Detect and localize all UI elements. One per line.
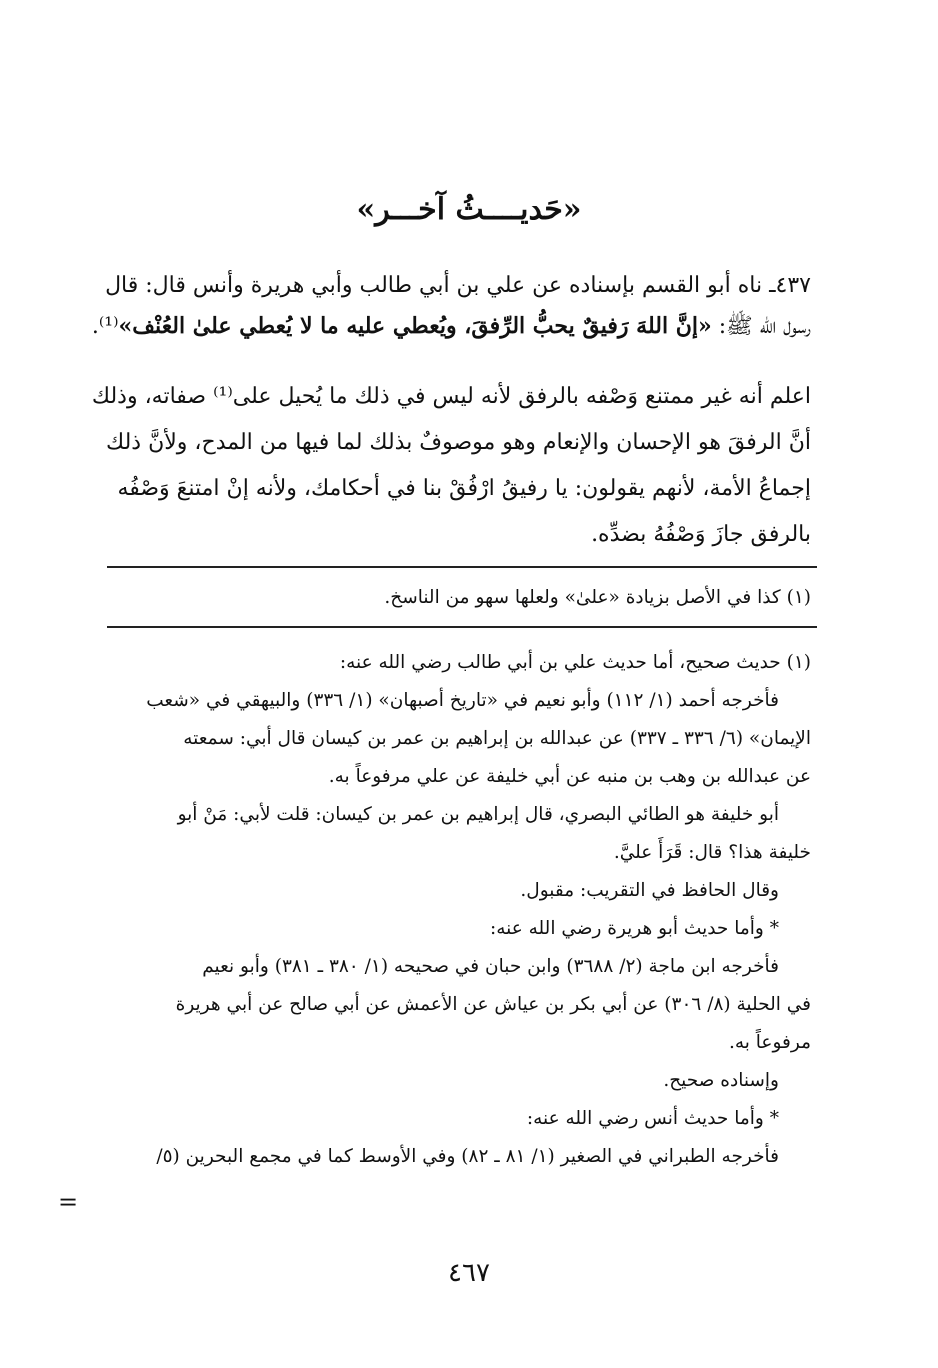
page-number: ٤٦٧ — [448, 1258, 490, 1288]
original-footnote: (١) كذا في الأصل بزيادة «علىٰ» ولعلها سهو من الناسخ. — [384, 587, 811, 608]
footnote-line: وقال الحافظ في التقريب: مقبول. — [520, 880, 779, 901]
footnote-line: في الحلية (٨/ ٣٠٦) عن أبي بكر بن عياش عن الأعمش عن أبي صالح عن أبي هريرة — [175, 994, 811, 1015]
footnote-line: خليفة هذا؟ قال: قَرَأَ عليَّ. — [613, 842, 811, 863]
hadith-quote: «إنَّ اللهَ رَفيقٌ يحبُّ الرِّفقَ، ويُعطي عليه ما لا يُعطي علىٰ العُنْف» — [118, 313, 712, 339]
footnote-line: الإيمان» (٦/ ٣٣٦ ـ ٣٣٧) عن عبدالله بن إبراهيم بن عمر بن كيسان قال أبي: سمعته — [183, 728, 811, 749]
commentary-line-3: إجماعُ الأمة، لأنهم يقولون: يا رفيقُ ارْفُقْ بنا في أحكامك، ولأنه إنْ امتنعَ وَصْفُه — [117, 476, 811, 501]
footnote-line: مرفوعاً به. — [728, 1032, 811, 1053]
commentary-line-4: بالرفق جازَ وَصْفُهُ بضدِّه. — [591, 522, 811, 547]
footnote-line: عن عبدالله بن وهب بن منبه عن أبي خليفة عن علي مرفوعاً به. — [328, 766, 811, 787]
editor-footnotes — [111, 644, 811, 1176]
footnote-line: * وأما حديث أبو هريرة رضي الله عنه: — [489, 918, 779, 939]
hadith-line-2 — [91, 306, 811, 346]
hadith-footnote-ref: ⁽¹⁾. — [91, 314, 119, 339]
continuation-mark: = — [58, 1188, 79, 1216]
footnote-line: فأخرجه الطبراني في الصغير (١/ ٨١ ـ ٨٢) وفي الأوسط كما في مجمع البحرين (٥/ — [156, 1146, 779, 1167]
footnote-line: وإسناده صحيح. — [663, 1070, 779, 1091]
hadith-paragraph — [91, 266, 811, 346]
section-heading: «حَديــــثُ آخـــر» — [356, 192, 582, 227]
footnote-line: أبو خليفة هو الطائي البصري، قال إبراهيم بن عمر بن كيسان: قلت لأبي: مَنْ أبو — [177, 804, 779, 825]
footnote-divider-1 — [107, 566, 817, 568]
hadith-line-1: ٤٣٧ـ ناه أبو القسم بإسناده عن علي بن أبي طالب وأبي هريرة وأنس قال: قال — [105, 273, 811, 298]
footnote-line: فأخرجه ابن ماجة (٢/ ٣٦٨٨) وابن حبان في صحيحه (١/ ٣٨٠ ـ ٣٨١) وأبو نعيم — [202, 956, 779, 977]
footnote-line: (١) حديث صحيح، أما حديث علي بن أبي طالب رضي الله عنه: — [339, 652, 811, 673]
footnote-line: * وأما حديث أنس رضي الله عنه: — [526, 1108, 779, 1129]
commentary-paragraph — [91, 374, 811, 558]
commentary-line-2: أنَّ الرفقَ هو الإحسان والإنعام وهو موصوفٌ بذلك لما فيها من المدح، ولأنَّ ذلك — [106, 430, 811, 455]
footnote-divider-2 — [107, 626, 817, 628]
hadith-attribution: رسول الله ﷺ: — [711, 314, 811, 339]
commentary-line-1: اعلم أنه غير ممتنع وَصْفه بالرفق لأنه ليس في ذلك ما يُحيل على⁽¹⁾ صفاته، وذلك — [91, 384, 811, 409]
footnote-line: فأخرجه أحمد (١/ ١١٢) وأبو نعيم في «تاريخ أصبهان» (١/ ٣٣٦) والبيهقي في «شعب — [146, 690, 779, 711]
